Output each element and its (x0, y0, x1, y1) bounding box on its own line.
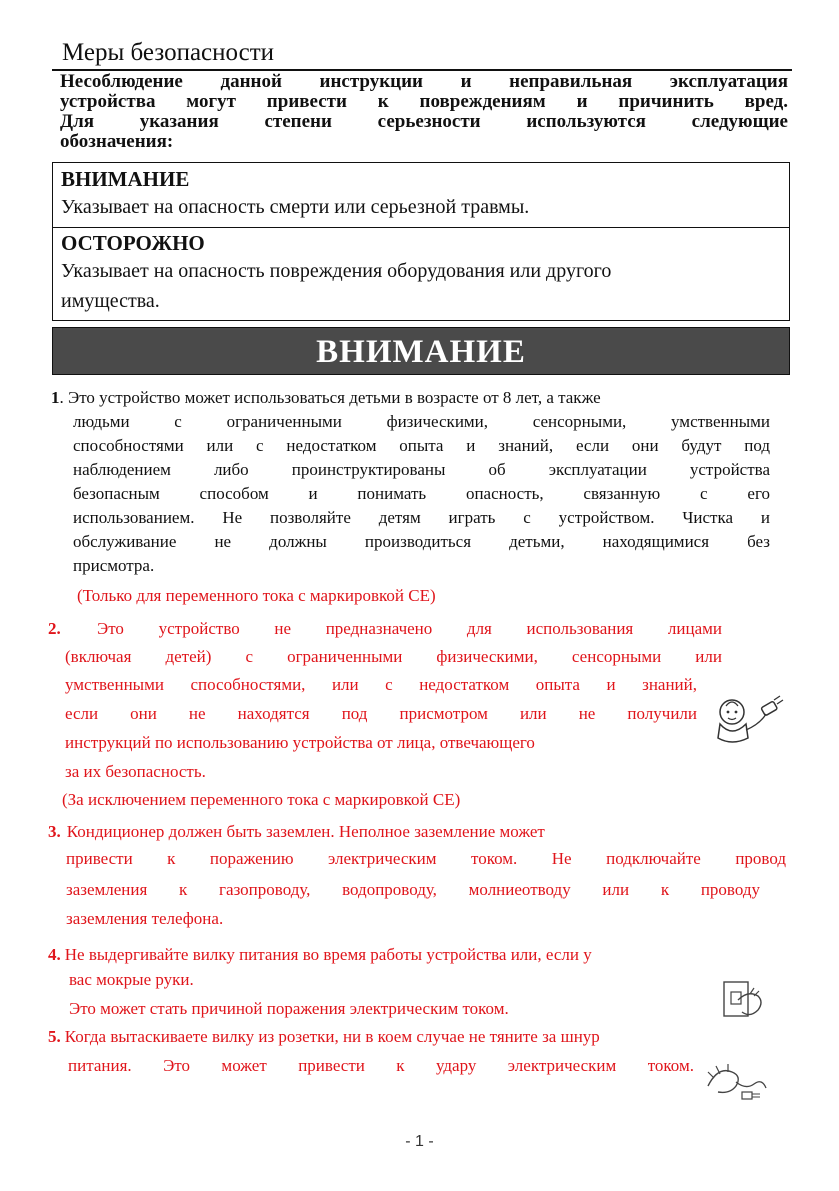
item-text: присмотра. (73, 556, 155, 575)
intro-line: Несоблюдение данной инструкции и неправильная эксплуатация (60, 71, 788, 92)
intro-line: Для указания степени серьезности используются следующие (60, 111, 788, 132)
item-note: (Только для переменного тока с маркировкой CE) (77, 586, 436, 605)
item-text: обслуживание не должны производиться детьми, находящимися без (73, 532, 770, 551)
item-text: людьми с ограниченными физическими, сенсорными, умственными (73, 412, 770, 431)
item-text: . Это устройство может использоваться детьми в возрасте от 8 лет, а также (59, 388, 601, 407)
hand-unplugging-icon (720, 978, 766, 1022)
intro-line: устройства могут привести к повреждениям и причинить вред. (60, 91, 788, 112)
section-title: Меры безопасности (62, 39, 275, 66)
caution-label: ОСТОРОЖНО (61, 231, 205, 255)
intro-paragraph (60, 72, 788, 152)
item-text: привести к поражению электрическим током. Не подключайте провод (66, 849, 786, 868)
list-item-5-first-line (48, 1025, 790, 1049)
item-text: если они не находятся под присмотром или не получили (65, 704, 697, 723)
item-text: способностями или с недостатком опыта и знаний, если они будут под (73, 436, 770, 455)
item-text: Это может стать причиной поражения электрическим током. (69, 999, 509, 1018)
list-item-1-first-line (51, 386, 771, 410)
item-number: 1 (51, 388, 60, 407)
item-text: инструкций по использованию устройства от лица, отвечающего (65, 733, 535, 752)
warning-label: ВНИМАНИЕ (61, 167, 190, 191)
item-text: заземления к газопроводу, водопроводу, молниеотводу или к проводу (66, 880, 760, 899)
item-text: наблюдением либо проинструктированы об эксплуатации устройства (73, 460, 770, 479)
item-text: за их безопасность. (65, 762, 206, 781)
item-text: безопасным способом и понимать опасность, связанную с его (73, 484, 770, 503)
item-text: питания. Это может привести к удару электрическим током. (68, 1056, 694, 1075)
item-note: (За исключением переменного тока с маркировкой CE) (62, 790, 461, 809)
item-text: вас мокрые руки. (69, 970, 194, 989)
caution-description-line: Указывает на опасность повреждения оборудования или другого (61, 260, 612, 282)
item-text: использованием. Не позволяйте детям играть с устройством. Чистка и (73, 508, 770, 527)
item-text: умственными способностями, или с недостатком опыта и знаний, (65, 675, 697, 694)
item-number: 2. (48, 619, 61, 638)
list-item-4-first-line (48, 943, 760, 967)
item-text: Это устройство не предназначено для использования лицами (97, 619, 722, 638)
page-number: - 1 - (405, 1133, 434, 1150)
cord-pulling-icon (702, 1056, 768, 1102)
child-with-plug-icon (712, 690, 792, 750)
item-number: 4. (48, 945, 61, 964)
caution-description-line: имущества. (61, 290, 160, 312)
item-text: Кондиционер должен быть заземлен. Неполное заземление может (66, 822, 545, 841)
item-text: (включая детей) с ограниченными физическими, сенсорными или (65, 647, 722, 666)
list-item-3-first-line (48, 820, 764, 844)
item-text: Не выдергивайте вилку питания во время работы устройства или, если у (64, 945, 592, 964)
warning-description: Указывает на опасность смерти или серьезной травмы. (61, 196, 530, 218)
item-text: заземления телефона. (66, 909, 224, 928)
item-text: Когда вытаскиваете вилку из розетки, ни в коем случае не тяните за шнур (64, 1027, 600, 1046)
caution-box (52, 227, 790, 321)
warning-box (52, 162, 790, 228)
warning-banner: ВНИМАНИЕ (52, 327, 790, 375)
item-number: 3. (48, 822, 61, 841)
item-number: 5. (48, 1027, 61, 1046)
intro-line: обозначения: (60, 131, 174, 152)
